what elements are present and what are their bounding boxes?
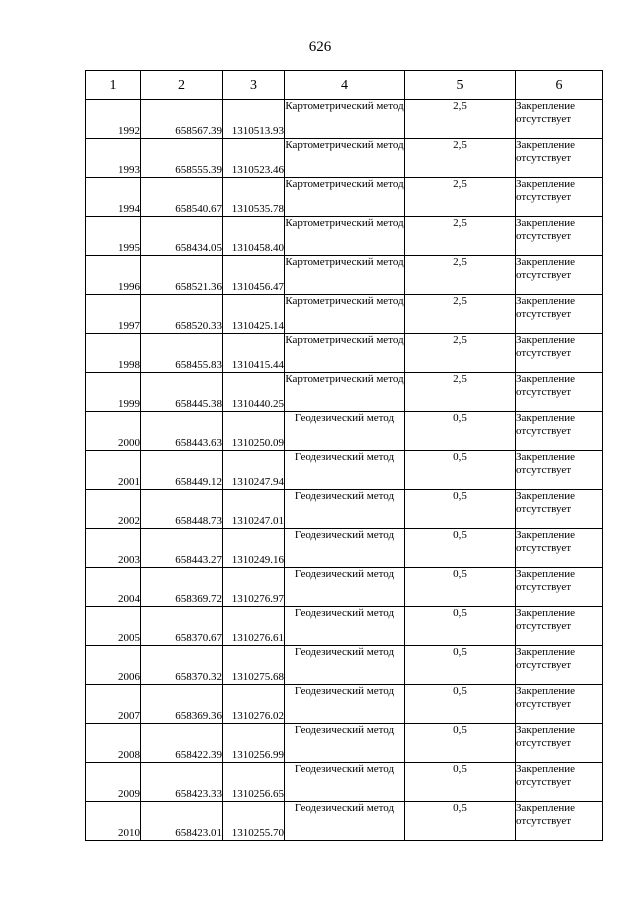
y-coordinate-cell: 1310440.25 — [223, 373, 285, 412]
table-row — [86, 763, 603, 802]
column-header-fixing: 6 — [516, 71, 603, 100]
method-cell: Геодезический метод — [285, 412, 405, 451]
point-number-cell: 2007 — [86, 685, 141, 724]
method-cell: Геодезический метод — [285, 763, 405, 802]
x-coordinate-cell: 658449.12 — [141, 451, 223, 490]
fixing-cell: Закрепление отсутствует — [516, 607, 603, 646]
x-coordinate-cell: 658443.63 — [141, 412, 223, 451]
point-number-cell: 2003 — [86, 529, 141, 568]
point-number-cell: 2009 — [86, 763, 141, 802]
x-coordinate-cell: 658370.67 — [141, 607, 223, 646]
x-coordinate-cell: 658370.32 — [141, 646, 223, 685]
point-number-cell: 1997 — [86, 295, 141, 334]
y-coordinate-cell: 1310250.09 — [223, 412, 285, 451]
x-coordinate-cell: 658567.39 — [141, 100, 223, 139]
y-coordinate-cell: 1310247.01 — [223, 490, 285, 529]
point-number-cell: 2006 — [86, 646, 141, 685]
accuracy-cell: 0,5 — [405, 646, 516, 685]
x-coordinate-cell: 658369.36 — [141, 685, 223, 724]
x-coordinate-cell: 658434.05 — [141, 217, 223, 256]
table-row — [86, 139, 603, 178]
y-coordinate-cell: 1310276.02 — [223, 685, 285, 724]
method-cell: Геодезический метод — [285, 529, 405, 568]
x-coordinate-cell: 658443.27 — [141, 529, 223, 568]
point-number-cell: 1993 — [86, 139, 141, 178]
accuracy-cell: 0,5 — [405, 412, 516, 451]
fixing-cell: Закрепление отсутствует — [516, 529, 603, 568]
x-coordinate-cell: 658445.38 — [141, 373, 223, 412]
column-header-accuracy: 5 — [405, 71, 516, 100]
fixing-cell: Закрепление отсутствует — [516, 412, 603, 451]
fixing-cell: Закрепление отсутствует — [516, 802, 603, 841]
method-cell: Геодезический метод — [285, 607, 405, 646]
accuracy-cell: 2,5 — [405, 217, 516, 256]
column-header-y-coordinate: 3 — [223, 71, 285, 100]
accuracy-cell: 0,5 — [405, 685, 516, 724]
y-coordinate-cell: 1310256.99 — [223, 724, 285, 763]
x-coordinate-cell: 658555.39 — [141, 139, 223, 178]
fixing-cell: Закрепление отсутствует — [516, 100, 603, 139]
accuracy-cell: 0,5 — [405, 529, 516, 568]
method-cell: Геодезический метод — [285, 685, 405, 724]
method-cell: Картометрический метод — [285, 373, 405, 412]
method-cell: Геодезический метод — [285, 802, 405, 841]
point-number-cell: 1996 — [86, 256, 141, 295]
y-coordinate-cell: 1310523.46 — [223, 139, 285, 178]
point-number-cell: 1992 — [86, 100, 141, 139]
column-header-point-number: 1 — [86, 71, 141, 100]
x-coordinate-cell: 658422.39 — [141, 724, 223, 763]
coordinates-table — [85, 70, 603, 841]
table-row — [86, 178, 603, 217]
method-cell: Картометрический метод — [285, 139, 405, 178]
table-row — [86, 256, 603, 295]
y-coordinate-cell: 1310247.94 — [223, 451, 285, 490]
method-cell: Геодезический метод — [285, 646, 405, 685]
fixing-cell: Закрепление отсутствует — [516, 490, 603, 529]
method-cell: Картометрический метод — [285, 217, 405, 256]
table-row — [86, 607, 603, 646]
x-coordinate-cell: 658423.33 — [141, 763, 223, 802]
method-cell: Геодезический метод — [285, 451, 405, 490]
table-row — [86, 295, 603, 334]
fixing-cell: Закрепление отсутствует — [516, 217, 603, 256]
x-coordinate-cell: 658455.83 — [141, 334, 223, 373]
y-coordinate-cell: 1310249.16 — [223, 529, 285, 568]
method-cell: Геодезический метод — [285, 568, 405, 607]
column-header-method: 4 — [285, 71, 405, 100]
fixing-cell: Закрепление отсутствует — [516, 568, 603, 607]
method-cell: Картометрический метод — [285, 100, 405, 139]
table-row — [86, 568, 603, 607]
table-row — [86, 685, 603, 724]
y-coordinate-cell: 1310513.93 — [223, 100, 285, 139]
y-coordinate-cell: 1310535.78 — [223, 178, 285, 217]
y-coordinate-cell: 1310276.97 — [223, 568, 285, 607]
table-body — [86, 100, 603, 841]
x-coordinate-cell: 658521.36 — [141, 256, 223, 295]
fixing-cell: Закрепление отсутствует — [516, 685, 603, 724]
table-row — [86, 646, 603, 685]
table-row — [86, 412, 603, 451]
accuracy-cell: 0,5 — [405, 607, 516, 646]
accuracy-cell: 2,5 — [405, 373, 516, 412]
point-number-cell: 2010 — [86, 802, 141, 841]
method-cell: Геодезический метод — [285, 490, 405, 529]
accuracy-cell: 2,5 — [405, 334, 516, 373]
fixing-cell: Закрепление отсутствует — [516, 178, 603, 217]
point-number-cell: 1995 — [86, 217, 141, 256]
accuracy-cell: 2,5 — [405, 256, 516, 295]
fixing-cell: Закрепление отсутствует — [516, 724, 603, 763]
accuracy-cell: 2,5 — [405, 100, 516, 139]
accuracy-cell: 0,5 — [405, 802, 516, 841]
table-header-row — [86, 71, 603, 100]
point-number-cell: 2008 — [86, 724, 141, 763]
point-number-cell: 1998 — [86, 334, 141, 373]
table-row — [86, 217, 603, 256]
point-number-cell: 2000 — [86, 412, 141, 451]
x-coordinate-cell: 658540.67 — [141, 178, 223, 217]
accuracy-cell: 2,5 — [405, 139, 516, 178]
accuracy-cell: 0,5 — [405, 490, 516, 529]
x-coordinate-cell: 658423.01 — [141, 802, 223, 841]
y-coordinate-cell: 1310458.40 — [223, 217, 285, 256]
y-coordinate-cell: 1310456.47 — [223, 256, 285, 295]
table-row — [86, 490, 603, 529]
point-number-cell: 1999 — [86, 373, 141, 412]
x-coordinate-cell: 658369.72 — [141, 568, 223, 607]
y-coordinate-cell: 1310425.14 — [223, 295, 285, 334]
method-cell: Картометрический метод — [285, 334, 405, 373]
y-coordinate-cell: 1310276.61 — [223, 607, 285, 646]
table-row — [86, 334, 603, 373]
fixing-cell: Закрепление отсутствует — [516, 451, 603, 490]
method-cell: Картометрический метод — [285, 256, 405, 295]
fixing-cell: Закрепление отсутствует — [516, 295, 603, 334]
table-row — [86, 529, 603, 568]
accuracy-cell: 0,5 — [405, 763, 516, 802]
table-row — [86, 373, 603, 412]
y-coordinate-cell: 1310256.65 — [223, 763, 285, 802]
method-cell: Картометрический метод — [285, 295, 405, 334]
fixing-cell: Закрепление отсутствует — [516, 646, 603, 685]
table-row — [86, 451, 603, 490]
point-number-cell: 2002 — [86, 490, 141, 529]
page-number: 626 — [308, 39, 332, 55]
point-number-cell: 2004 — [86, 568, 141, 607]
method-cell: Картометрический метод — [285, 178, 405, 217]
x-coordinate-cell: 658448.73 — [141, 490, 223, 529]
accuracy-cell: 0,5 — [405, 568, 516, 607]
method-cell: Геодезический метод — [285, 724, 405, 763]
y-coordinate-cell: 1310415.44 — [223, 334, 285, 373]
accuracy-cell: 2,5 — [405, 178, 516, 217]
fixing-cell: Закрепление отсутствует — [516, 139, 603, 178]
point-number-cell: 2001 — [86, 451, 141, 490]
accuracy-cell: 2,5 — [405, 295, 516, 334]
x-coordinate-cell: 658520.33 — [141, 295, 223, 334]
fixing-cell: Закрепление отсутствует — [516, 373, 603, 412]
column-header-x-coordinate: 2 — [141, 71, 223, 100]
y-coordinate-cell: 1310255.70 — [223, 802, 285, 841]
table-row — [86, 724, 603, 763]
point-number-cell: 2005 — [86, 607, 141, 646]
fixing-cell: Закрепление отсутствует — [516, 334, 603, 373]
table-row — [86, 802, 603, 841]
fixing-cell: Закрепление отсутствует — [516, 763, 603, 802]
point-number-cell: 1994 — [86, 178, 141, 217]
fixing-cell: Закрепление отсутствует — [516, 256, 603, 295]
y-coordinate-cell: 1310275.68 — [223, 646, 285, 685]
accuracy-cell: 0,5 — [405, 451, 516, 490]
table-row — [86, 100, 603, 139]
accuracy-cell: 0,5 — [405, 724, 516, 763]
